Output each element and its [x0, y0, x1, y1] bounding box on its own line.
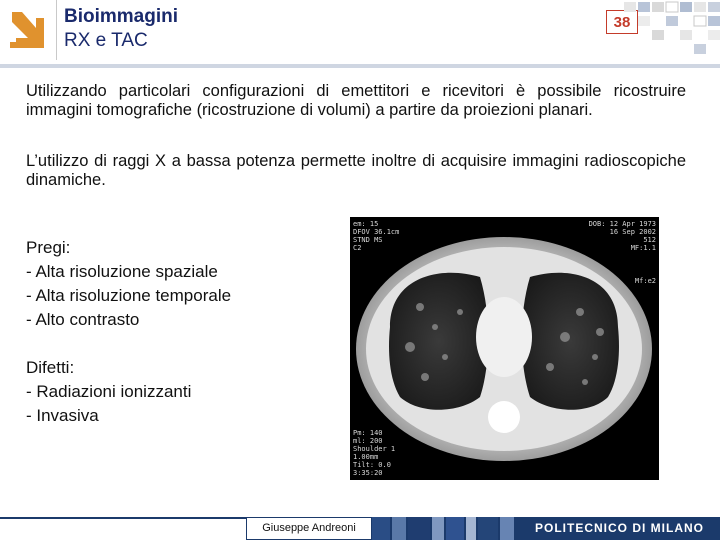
slide-body [26, 82, 686, 190]
author-name: Giuseppe Andreoni [246, 517, 372, 540]
paragraph-2: L’utilizzo di raggi X a bassa potenza permette inoltre di acquisire immagini radioscopiche dinamiche. [26, 152, 686, 189]
cons-item: - Radiazioni ionizzanti [26, 382, 192, 401]
footer-rule [0, 517, 246, 519]
header-rule [0, 64, 720, 68]
ct-text-top-left: em: 15 DFOV 36.1cm STND MS C2 [353, 220, 400, 252]
ct-text-right-mid: Mf:e2 [634, 277, 656, 285]
ct-scan-image [350, 217, 659, 480]
pros-list [26, 236, 231, 332]
cons-item: - Invasiva [26, 406, 99, 425]
title-line2: RX e TAC [64, 29, 148, 51]
title-line1: Bioimmagini [64, 6, 179, 27]
polimi-arrow-logo-icon [6, 8, 48, 50]
ct-text-top-right: DOB: 12 Apr 1973 16 Sep 2002 512 MF:1.1 [588, 220, 656, 252]
cons-heading: Difetti: [26, 358, 75, 377]
ct-chest-illustration [350, 217, 659, 480]
paragraph-1: Utilizzando particolari configurazioni di emettitori e ricevitori è possibile ricostruire immagini tomografiche (ricostruzione di volumi) a partire da proiezioni planari. [26, 82, 686, 119]
pros-item: - Alta risoluzione temporale [26, 286, 232, 305]
decorative-squares-icon [624, 0, 720, 64]
institution-bar [372, 517, 720, 540]
header-divider [56, 0, 57, 60]
footer-blocks-icon [372, 517, 532, 540]
institution-name: POLITECNICO DI MILANO [535, 521, 704, 535]
ct-text-bottom-left: Pm: 140 ml: 200 Shoulder 1 1.00mm Tilt: 0.0 3:35:20 [353, 429, 396, 477]
page-number: 38 [606, 10, 638, 34]
pros-item: - Alto contrasto [26, 310, 140, 329]
pros-item: - Alta risoluzione spaziale [26, 262, 218, 281]
pros-heading: Pregi: [26, 238, 71, 257]
slide-title [64, 5, 178, 53]
cons-list [26, 356, 191, 428]
